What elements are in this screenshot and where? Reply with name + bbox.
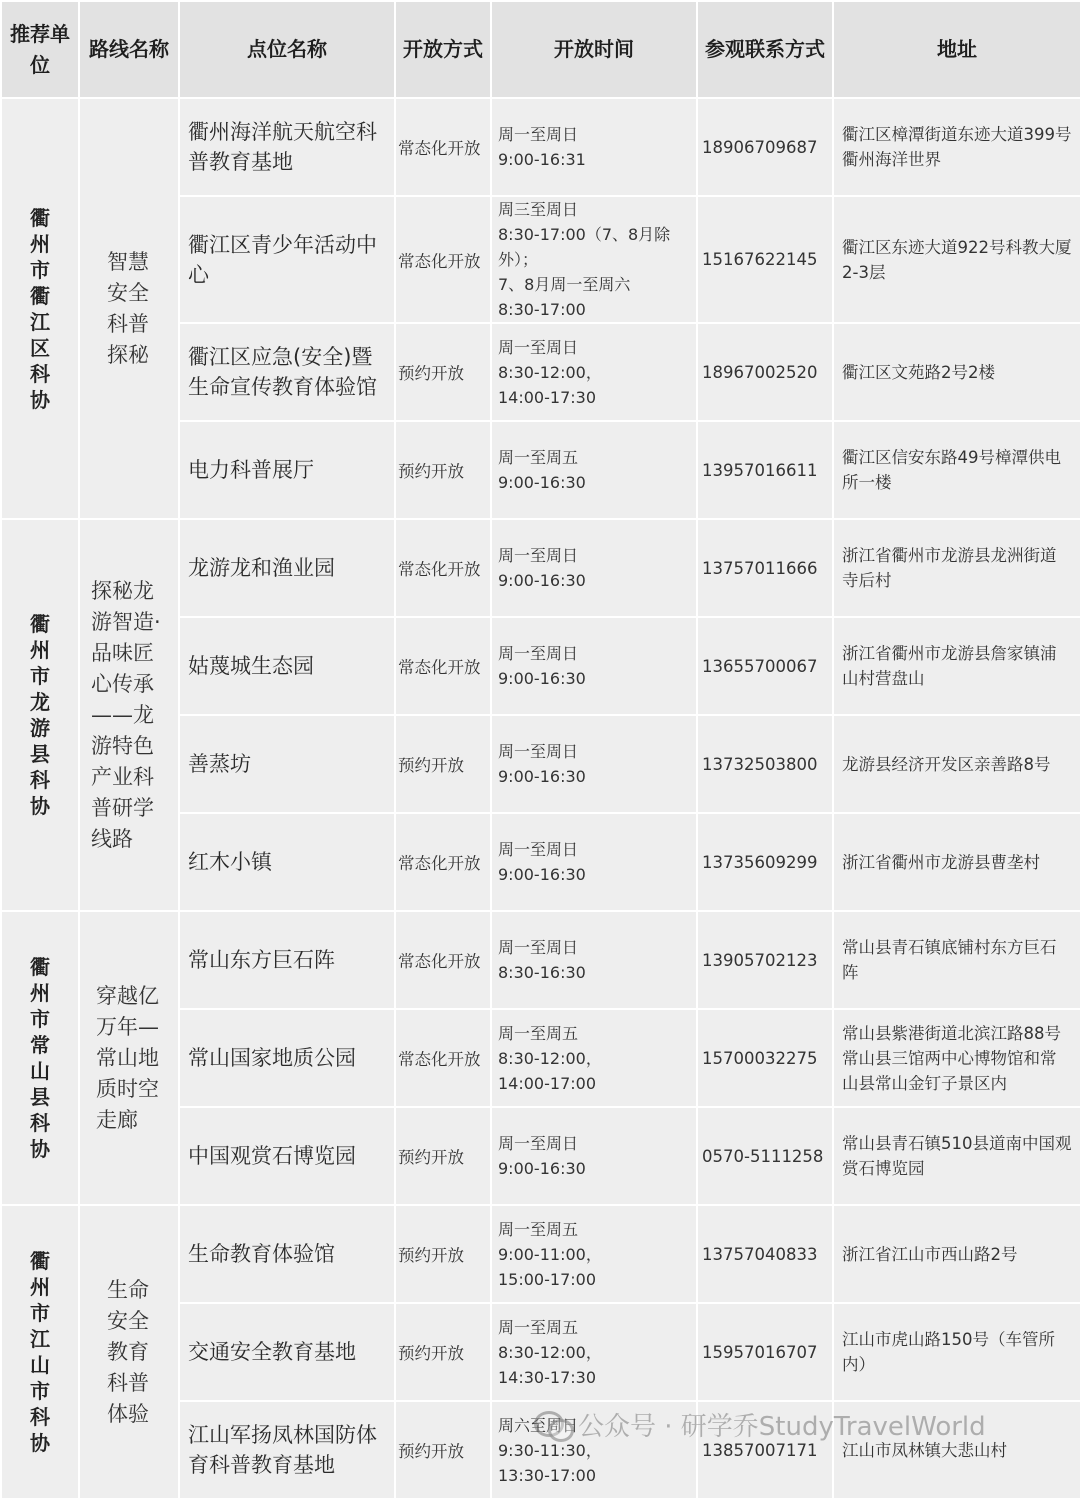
open-time: 周一至周日 9:00-16:31 [492,99,696,195]
route-name: 探秘龙游智造·品味匠心传承——龙游特色产业科普研学线路 [91,578,161,851]
open-time: 周一至周日 9:00-16:30 [492,618,696,714]
contact-phone: 13905702123 [698,912,832,1008]
open-time: 周一至周五 8:30-12:00， 14:30-17:30 [492,1304,696,1400]
contact-phone: 0570-5111258 [698,1108,832,1204]
open-mode: 预约开放 [396,1304,490,1400]
site-name: 生命教育体验馆 [180,1206,394,1302]
site-name: 交通安全教育基地 [180,1304,394,1400]
table-body [2,99,1080,1498]
site-address: 浙江省衢州市龙游县詹家镇浦山村营盘山 [834,618,1080,714]
org-cell [2,1206,78,1498]
site-address: 江山市凤林镇大悲山村 [834,1402,1080,1498]
site-name: 江山军扬凤林国防体育科普教育基地 [180,1402,394,1498]
route-cell [80,912,178,1204]
route-cell [80,99,178,518]
open-mode: 常态化开放 [396,912,490,1008]
site-address: 常山县青石镇510县道南中国观赏石博览园 [834,1108,1080,1204]
header-contact: 参观联系方式 [698,2,832,97]
site-address: 浙江省江山市西山路2号 [834,1206,1080,1302]
open-time: 周一至周日 9:00-16:30 [492,814,696,910]
open-mode: 常态化开放 [396,618,490,714]
contact-phone: 18967002520 [698,324,832,420]
org-name: 衢州市常山县科协 [30,955,50,1161]
table-header-row [2,2,1080,97]
site-address: 浙江省衢州市龙游县龙洲街道寺后村 [834,520,1080,616]
site-address: 衢江区东迹大道922号科教大厦2-3层 [834,197,1080,322]
site-address: 衢江区信安东路49号樟潭供电所一楼 [834,422,1080,518]
open-mode: 预约开放 [396,422,490,518]
open-mode: 预约开放 [396,324,490,420]
site-address: 衢江区文苑路2号2楼 [834,324,1080,420]
watermark-text: 公众号 · 研学乔StudyTravelWorld [578,1411,986,1442]
open-time: 周三至周日 8:30-17:00（7、8月除外）； 7、8月周一至周六 8:30-17:00 [492,197,696,322]
site-name: 红木小镇 [180,814,394,910]
site-address: 龙游县经济开发区亲善路8号 [834,716,1080,812]
open-mode: 预约开放 [396,1108,490,1204]
open-time: 周一至周日 8:30-16:30 [492,912,696,1008]
site-name: 电力科普展厅 [180,422,394,518]
open-time: 周一至周日 9:00-16:30 [492,1108,696,1204]
route-name: 智慧安全科普探秘 [107,249,149,367]
site-name: 衢州海洋航天航空科普教育基地 [180,99,394,195]
header-route: 路线名称 [80,2,178,97]
contact-phone: 15700032275 [698,1010,832,1106]
route-name: 生命安全教育科普体验 [107,1277,149,1426]
table-row [2,1206,1080,1302]
site-address: 常山县紫港街道北滨江路88号常山县三馆两中心博物馆和常山县常山金钉子景区内 [834,1010,1080,1106]
header-org: 推荐单位 [2,2,78,97]
open-time: 周一至周日 8:30-12:00， 14:00-17:30 [492,324,696,420]
site-address: 浙江省衢州市龙游县曹垄村 [834,814,1080,910]
contact-phone: 13655700067 [698,618,832,714]
contact-phone: 13732503800 [698,716,832,812]
site-name: 常山国家地质公园 [180,1010,394,1106]
site-name: 衢江区青少年活动中心 [180,197,394,322]
contact-phone: 13757040833 [698,1206,832,1302]
open-time: 周一至周五 9:00-16:30 [492,422,696,518]
header-mode: 开放方式 [396,2,490,97]
open-mode: 常态化开放 [396,197,490,322]
route-name: 穿越亿万年—常山地质时空走廊 [96,983,159,1132]
header-address: 地址 [834,2,1080,97]
wechat-icon [532,1407,572,1441]
contact-phone: 15167622145 [698,197,832,322]
site-name: 龙游龙和渔业园 [180,520,394,616]
open-mode: 常态化开放 [396,99,490,195]
org-name: 衢州市江山市科协 [30,1249,50,1455]
contact-phone: 15957016707 [698,1304,832,1400]
open-mode: 预约开放 [396,1402,490,1498]
header-site: 点位名称 [180,2,394,97]
org-cell [2,99,78,518]
org-name: 衢州市衢江区科协 [30,205,50,412]
site-address: 常山县青石镇底铺村东方巨石阵 [834,912,1080,1008]
site-name: 常山东方巨石阵 [180,912,394,1008]
table-row [2,99,1080,195]
contact-phone: 13735609299 [698,814,832,910]
header-time: 开放时间 [492,2,696,97]
route-cell [80,520,178,910]
route-cell [80,1206,178,1498]
open-mode: 常态化开放 [396,814,490,910]
open-time: 周六至周日 9:30-11:30， 13:30-17:00 [492,1402,696,1498]
watermark [532,1404,986,1444]
contact-phone: 18906709687 [698,99,832,195]
site-address: 衢江区樟潭街道东迹大道399号衢州海洋世界 [834,99,1080,195]
table-row [2,912,1080,1008]
contact-phone: 13957016611 [698,422,832,518]
open-mode: 预约开放 [396,1206,490,1302]
open-time: 周一至周日 9:00-16:30 [492,716,696,812]
org-name: 衢州市龙游县科协 [30,612,50,818]
contact-phone: 13757011666 [698,520,832,616]
org-cell [2,912,78,1204]
open-time: 周一至周日 9:00-16:30 [492,520,696,616]
open-time: 周一至周五 8:30-12:00， 14:00-17:00 [492,1010,696,1106]
site-name: 中国观赏石博览园 [180,1108,394,1204]
open-mode: 预约开放 [396,716,490,812]
site-address: 江山市虎山路150号（车管所内） [834,1304,1080,1400]
site-name: 姑蔑城生态园 [180,618,394,714]
open-mode: 常态化开放 [396,520,490,616]
open-time: 周一至周五 9:00-11:00， 15:00-17:00 [492,1206,696,1302]
table-row [2,520,1080,616]
site-name: 衢江区应急(安全)暨生命宣传教育体验馆 [180,324,394,420]
open-mode: 常态化开放 [396,1010,490,1106]
contact-phone: 13857007171 [698,1402,832,1498]
org-cell [2,520,78,910]
site-name: 善蒸坊 [180,716,394,812]
